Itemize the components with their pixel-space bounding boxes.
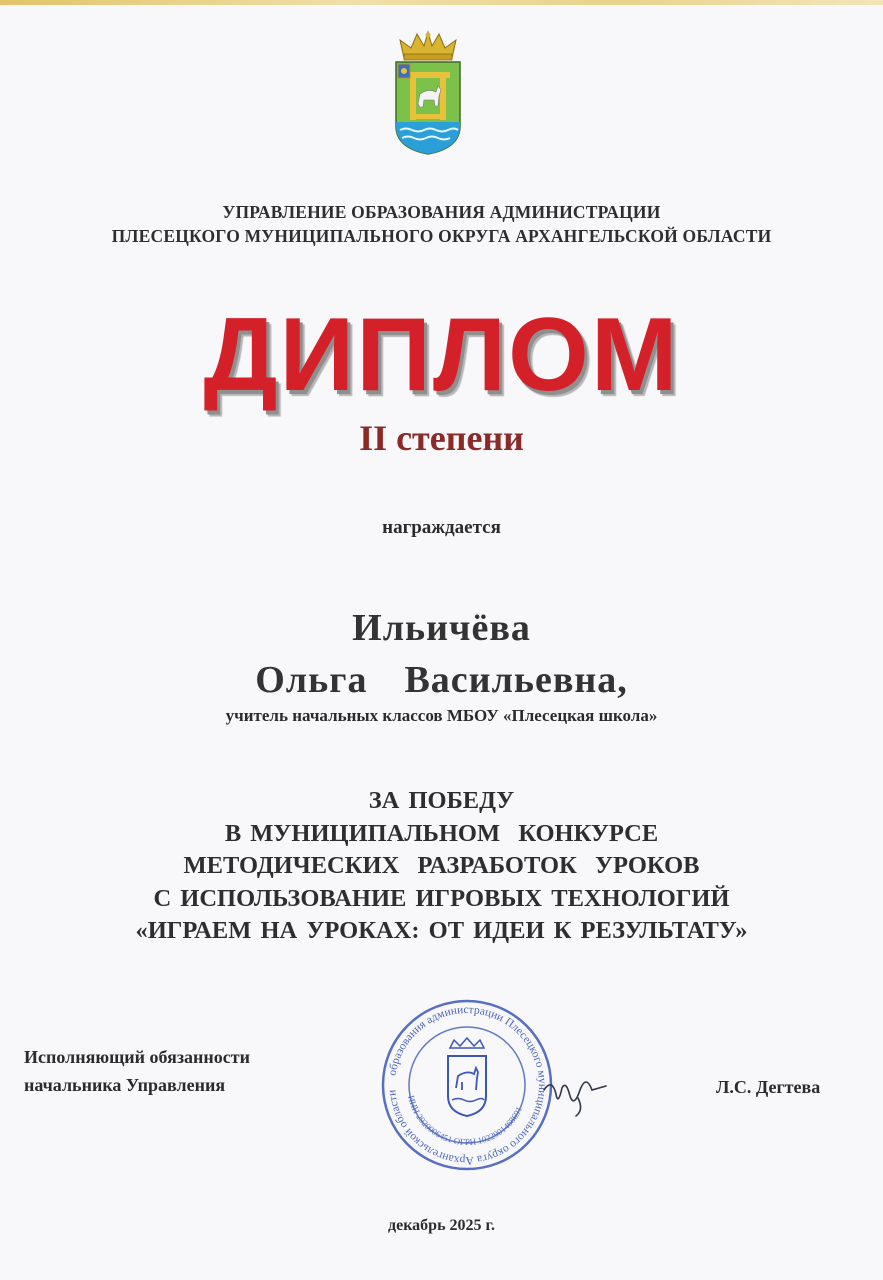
recipient-name: [0, 602, 883, 706]
issue-date: декабрь 2025 г.: [388, 1217, 495, 1234]
reason-line-2: В МУНИЦИПАЛЬНОМ КОНКУРСЕ: [224, 819, 659, 847]
reason-line-4: С ИСПОЛЬЗОВАНИЕ ИГРОВЫХ ТЕХНОЛОГИЙ: [153, 884, 730, 912]
reason-line-3: МЕТОДИЧЕСКИХ РАЗРАБОТОК УРОКОВ: [183, 852, 700, 879]
official-stamp: [378, 996, 556, 1174]
reason-line-5: «ИГРАЕМ НА УРОКАХ: ОТ ИДЕИ К РЕЗУЛЬТАТУ»: [135, 917, 748, 944]
signer-title: [24, 1043, 250, 1099]
recipient-surname: Ильичёва: [352, 607, 531, 649]
reason-line-1: ЗА ПОБЕДУ: [368, 787, 515, 814]
coat-of-arms-icon: [384, 30, 472, 162]
diploma-degree: II степени: [359, 418, 524, 458]
issuing-authority: [0, 200, 883, 248]
stamp-outer-text: образования администрации Плесецкого муниципального округа Архангельской области: [386, 1003, 549, 1167]
award-reason: [0, 785, 883, 948]
recipient-given-names: Ольга Васильевна,: [255, 659, 628, 701]
recipient-position: учитель начальных классов МБОУ «Плесецкая школа»: [225, 706, 658, 725]
stamp-bottom-text: ИНН 2920006451 ОГРН 1022901468691: [406, 1094, 525, 1148]
authority-line-1: УПРАВЛЕНИЕ ОБРАЗОВАНИЯ АДМИНИСТРАЦИИ: [222, 202, 661, 222]
diploma-title: ДИПЛОМ: [203, 297, 680, 413]
signature-icon: [540, 1060, 610, 1120]
signer-name: Л.С. Дегтева: [716, 1077, 821, 1097]
paper-top-edge: [0, 0, 883, 5]
authority-line-2: ПЛЕСЕЦКОГО МУНИЦИПАЛЬНОГО ОКРУГА АРХАНГЕЛЬСКОЙ ОБЛАСТИ: [111, 226, 772, 246]
signer-title-line-2: начальника Управления: [24, 1075, 226, 1095]
awarded-text: награждается: [382, 517, 501, 538]
signer-title-line-1: Исполняющий обязанности: [24, 1047, 250, 1067]
